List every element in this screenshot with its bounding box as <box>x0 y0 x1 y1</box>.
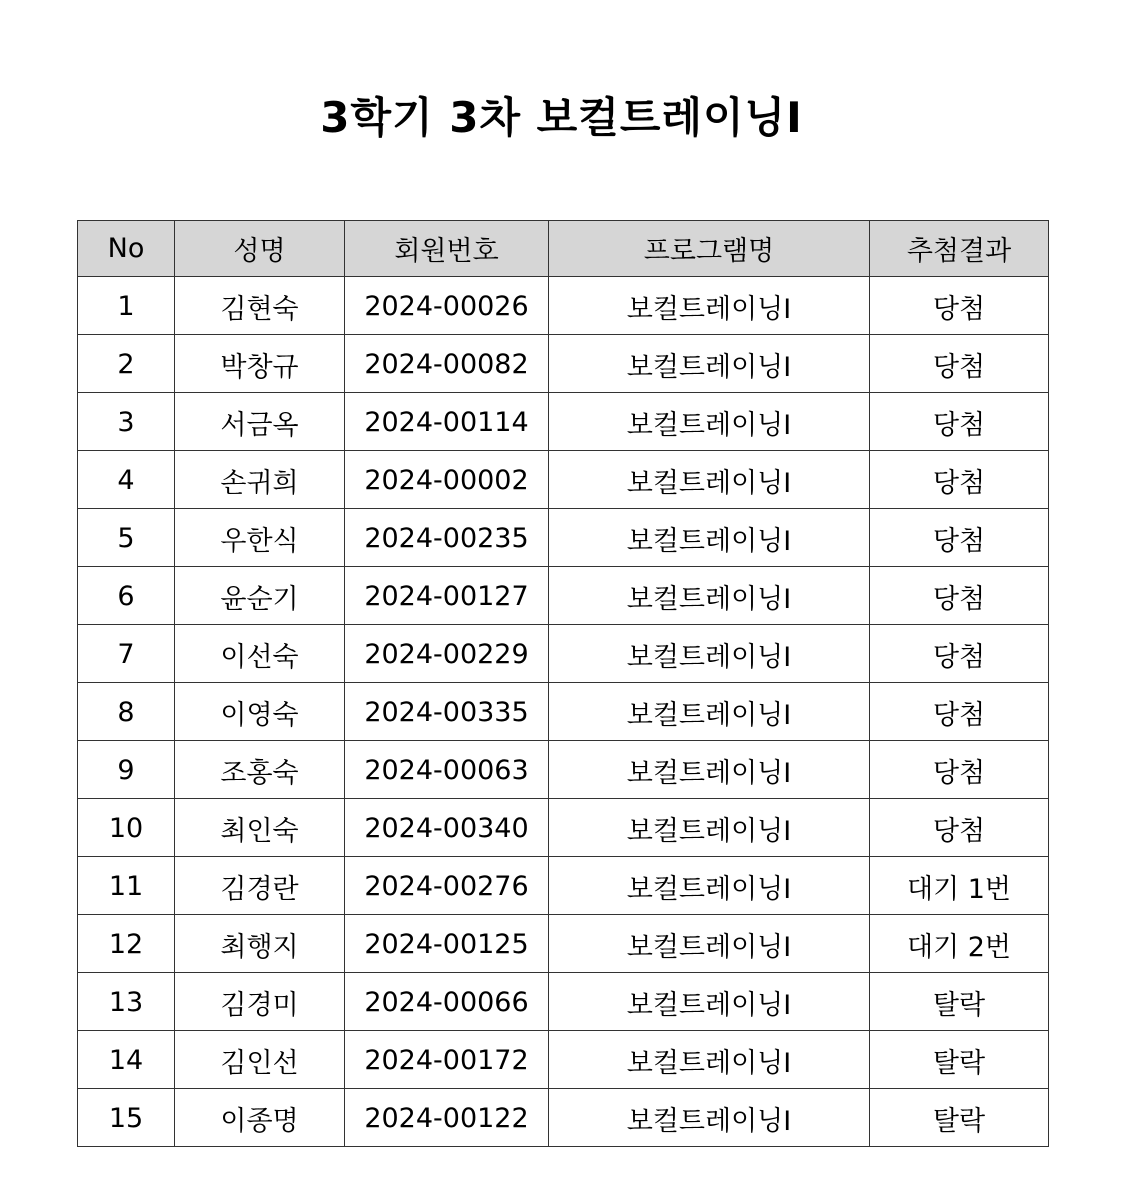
cell-name: 서금옥 <box>175 393 345 451</box>
cell-lottery-result: 당첨 <box>870 335 1049 393</box>
cell-lottery-result: 당첨 <box>870 509 1049 567</box>
cell-program-name: 보컬트레이닝I <box>549 915 870 973</box>
cell-program-name: 보컬트레이닝I <box>549 1089 870 1147</box>
cell-no: 13 <box>78 973 175 1031</box>
cell-member-number: 2024-00127 <box>345 567 549 625</box>
table-row <box>78 567 1049 625</box>
cell-member-number: 2024-00066 <box>345 973 549 1031</box>
cell-program-name: 보컬트레이닝I <box>549 625 870 683</box>
cell-lottery-result: 탈락 <box>870 1089 1049 1147</box>
cell-program-name: 보컬트레이닝I <box>549 393 870 451</box>
table-row <box>78 509 1049 567</box>
cell-program-name: 보컬트레이닝I <box>549 857 870 915</box>
cell-name: 이영숙 <box>175 683 345 741</box>
header-program-name: 프로그램명 <box>549 221 870 277</box>
cell-member-number: 2024-00340 <box>345 799 549 857</box>
cell-no: 2 <box>78 335 175 393</box>
cell-member-number: 2024-00276 <box>345 857 549 915</box>
cell-member-number: 2024-00026 <box>345 277 549 335</box>
cell-member-number: 2024-00229 <box>345 625 549 683</box>
cell-member-number: 2024-00114 <box>345 393 549 451</box>
cell-lottery-result: 당첨 <box>870 683 1049 741</box>
cell-program-name: 보컬트레이닝I <box>549 335 870 393</box>
cell-lottery-result: 당첨 <box>870 393 1049 451</box>
cell-name: 손귀희 <box>175 451 345 509</box>
cell-member-number: 2024-00002 <box>345 451 549 509</box>
cell-program-name: 보컬트레이닝I <box>549 1031 870 1089</box>
cell-program-name: 보컬트레이닝I <box>549 509 870 567</box>
table-row <box>78 625 1049 683</box>
cell-lottery-result: 대기 1번 <box>870 857 1049 915</box>
cell-lottery-result: 당첨 <box>870 567 1049 625</box>
table-row <box>78 915 1049 973</box>
cell-no: 12 <box>78 915 175 973</box>
cell-no: 9 <box>78 741 175 799</box>
table-header-row <box>78 221 1049 277</box>
cell-no: 1 <box>78 277 175 335</box>
cell-program-name: 보컬트레이닝I <box>549 277 870 335</box>
table-row <box>78 741 1049 799</box>
header-no: No <box>78 221 175 277</box>
cell-lottery-result: 당첨 <box>870 799 1049 857</box>
cell-name: 박창규 <box>175 335 345 393</box>
cell-program-name: 보컬트레이닝I <box>549 683 870 741</box>
table-row <box>78 1089 1049 1147</box>
cell-name: 이종명 <box>175 1089 345 1147</box>
cell-no: 15 <box>78 1089 175 1147</box>
cell-lottery-result: 탈락 <box>870 973 1049 1031</box>
cell-name: 최인숙 <box>175 799 345 857</box>
cell-name: 윤순기 <box>175 567 345 625</box>
cell-lottery-result: 당첨 <box>870 625 1049 683</box>
cell-no: 7 <box>78 625 175 683</box>
cell-program-name: 보컬트레이닝I <box>549 451 870 509</box>
cell-name: 김경미 <box>175 973 345 1031</box>
cell-lottery-result: 당첨 <box>870 451 1049 509</box>
table-row <box>78 335 1049 393</box>
cell-program-name: 보컬트레이닝I <box>549 741 870 799</box>
lottery-result-table <box>77 220 1049 1147</box>
header-name: 성명 <box>175 221 345 277</box>
cell-lottery-result: 탈락 <box>870 1031 1049 1089</box>
cell-no: 5 <box>78 509 175 567</box>
cell-member-number: 2024-00122 <box>345 1089 549 1147</box>
cell-lottery-result: 대기 2번 <box>870 915 1049 973</box>
cell-program-name: 보컬트레이닝I <box>549 799 870 857</box>
table-row <box>78 973 1049 1031</box>
cell-no: 8 <box>78 683 175 741</box>
cell-no: 14 <box>78 1031 175 1089</box>
cell-member-number: 2024-00082 <box>345 335 549 393</box>
cell-name: 이선숙 <box>175 625 345 683</box>
table-row <box>78 683 1049 741</box>
cell-member-number: 2024-00125 <box>345 915 549 973</box>
table-row <box>78 799 1049 857</box>
cell-member-number: 2024-00172 <box>345 1031 549 1089</box>
cell-no: 4 <box>78 451 175 509</box>
table-row <box>78 1031 1049 1089</box>
header-member-number: 회원번호 <box>345 221 549 277</box>
cell-no: 10 <box>78 799 175 857</box>
cell-no: 6 <box>78 567 175 625</box>
cell-name: 우한식 <box>175 509 345 567</box>
cell-name: 김경란 <box>175 857 345 915</box>
cell-program-name: 보컬트레이닝I <box>549 567 870 625</box>
cell-no: 11 <box>78 857 175 915</box>
table-body <box>78 277 1049 1147</box>
cell-member-number: 2024-00063 <box>345 741 549 799</box>
table-row <box>78 857 1049 915</box>
cell-no: 3 <box>78 393 175 451</box>
table-row <box>78 451 1049 509</box>
cell-member-number: 2024-00335 <box>345 683 549 741</box>
page-title: 3학기 3차 보컬트레이닝I <box>320 93 803 142</box>
cell-member-number: 2024-00235 <box>345 509 549 567</box>
table-row <box>78 393 1049 451</box>
cell-name: 최행지 <box>175 915 345 973</box>
cell-lottery-result: 당첨 <box>870 277 1049 335</box>
header-lottery-result: 추첨결과 <box>870 221 1049 277</box>
cell-name: 김인선 <box>175 1031 345 1089</box>
cell-program-name: 보컬트레이닝I <box>549 973 870 1031</box>
cell-name: 김현숙 <box>175 277 345 335</box>
cell-name: 조홍숙 <box>175 741 345 799</box>
table-row <box>78 277 1049 335</box>
cell-lottery-result: 당첨 <box>870 741 1049 799</box>
